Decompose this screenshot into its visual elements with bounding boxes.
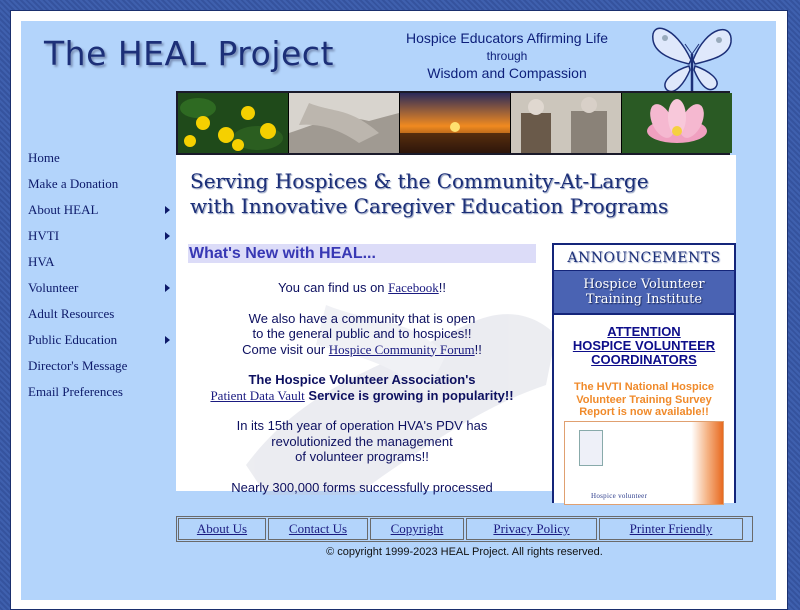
- left-nav: [22, 145, 176, 405]
- pdv-year-line-2: revolutionized the management: [271, 433, 453, 449]
- facebook-line: [188, 280, 536, 296]
- survey-report-thumbnail[interactable]: [564, 421, 724, 505]
- report-document-icon: [579, 430, 603, 466]
- hvti-banner[interactable]: [554, 271, 734, 315]
- community-line-1: We also have a community that is open: [248, 310, 476, 326]
- pdv-suffix: Service is growing in popularity!!: [304, 387, 514, 403]
- lotus-flower-photo: [622, 93, 732, 153]
- photo-strip: [176, 91, 730, 155]
- nav-item-make-a-donation[interactable]: [22, 171, 176, 197]
- nav-item-label: HVA: [28, 254, 55, 269]
- footer-link-copyright[interactable]: Copyright: [370, 518, 464, 540]
- facebook-prefix: You can find us on: [278, 280, 389, 295]
- news-heading: What's New with HEAL...: [188, 244, 536, 263]
- facebook-suffix: !!: [438, 280, 446, 295]
- hospice-community-forum-link[interactable]: Hospice Community Forum: [328, 341, 475, 357]
- nav-item-label: Public Education: [28, 332, 118, 347]
- tagline-line-3: Wisdom and Compassion: [427, 65, 587, 82]
- survey-notice: [554, 381, 734, 419]
- news-body: [188, 280, 536, 495]
- hva-line-1: The Hospice Volunteer Association's: [248, 372, 476, 387]
- patient-data-vault-link[interactable]: Patient Data Vault: [210, 387, 305, 403]
- hvti-line-2: Training Institute: [585, 292, 703, 307]
- attention-coordinators-link[interactable]: [554, 325, 734, 367]
- footer-link-about-us[interactable]: About Us: [178, 518, 266, 540]
- forum-line: [188, 342, 536, 358]
- submenu-arrow-icon: [165, 336, 170, 344]
- sunset-photo: [400, 93, 510, 153]
- tagline-line-2: through: [486, 48, 528, 63]
- nav-item-volunteer[interactable]: [22, 275, 176, 301]
- facebook-link[interactable]: Facebook: [388, 280, 439, 295]
- community-line-2: to the general public and to hospices!!: [252, 326, 472, 341]
- banner-line-1: Serving Hospices & the Community-At-Large: [190, 169, 649, 193]
- attention-line-3: COORDINATORS: [591, 352, 697, 367]
- footer-links: [176, 516, 753, 542]
- nav-item-label: Home: [28, 150, 60, 165]
- submenu-arrow-icon: [165, 232, 170, 240]
- hvti-line-1: Hospice Volunteer: [583, 277, 705, 292]
- site-tagline: [380, 30, 634, 82]
- nav-item-hva[interactable]: [22, 249, 176, 275]
- tagline-line-1: Hospice Educators Affirming Life: [405, 30, 609, 46]
- nav-item-label: About HEAL: [28, 202, 99, 217]
- nav-item-label: HVTI: [28, 228, 60, 243]
- nav-item-home[interactable]: [22, 145, 176, 171]
- nav-item-label: Volunteer: [28, 280, 79, 295]
- banner-line-2: with Innovative Caregiver Education Programs: [190, 194, 669, 218]
- nav-item-director-s-message[interactable]: [22, 353, 176, 379]
- nav-item-label: Make a Donation: [28, 176, 119, 191]
- attention-line-2: HOSPICE VOLUNTEER: [572, 338, 716, 353]
- nav-item-email-preferences[interactable]: [22, 379, 176, 405]
- survey-line-2: Volunteer Training Survey: [576, 393, 712, 406]
- report-caption: Hospice volunteer: [591, 492, 648, 500]
- nav-item-hvti[interactable]: [22, 223, 176, 249]
- survey-line-3: Report is now available!!: [579, 406, 709, 418]
- survey-line-1: The HVTI National Hospice: [574, 381, 714, 393]
- attention-line-1: ATTENTION: [607, 324, 681, 339]
- nav-item-label: Adult Resources: [28, 306, 115, 321]
- yellow-flowers-photo: [178, 93, 288, 153]
- main-content: [176, 155, 736, 500]
- announcements-panel: [552, 243, 736, 503]
- copyright-text: © copyright 1999-2023 HEAL Project. All rights reserved.: [326, 546, 603, 558]
- holding-hands-photo: [289, 93, 399, 153]
- footer-link-printer-friendly[interactable]: Printer Friendly: [599, 518, 743, 540]
- forms-processed-line: Nearly 300,000 forms successfully processed: [231, 479, 493, 495]
- forum-prefix: Come visit our: [242, 341, 329, 357]
- mission-banner: [190, 169, 710, 219]
- nav-item-public-education[interactable]: [22, 327, 176, 353]
- nav-item-label: Director's Message: [28, 358, 128, 373]
- announcements-title: ANNOUNCEMENTS: [554, 245, 734, 271]
- submenu-arrow-icon: [165, 284, 170, 292]
- submenu-arrow-icon: [165, 206, 170, 214]
- footer-link-privacy-policy[interactable]: Privacy Policy: [466, 518, 597, 540]
- pdv-line: [188, 388, 536, 404]
- nav-item-adult-resources[interactable]: [22, 301, 176, 327]
- nav-item-label: Email Preferences: [28, 384, 123, 399]
- forum-suffix: !!: [474, 341, 482, 357]
- elderly-couple-photo: [511, 93, 621, 153]
- pdv-year-line-1: In its 15th year of operation HVA's PDV has: [236, 418, 488, 433]
- site-title[interactable]: The HEAL Project: [44, 34, 334, 73]
- nav-item-about-heal[interactable]: [22, 197, 176, 223]
- pdv-year-line-3: of volunteer programs!!: [295, 449, 429, 464]
- footer-link-contact-us[interactable]: Contact Us: [268, 518, 368, 540]
